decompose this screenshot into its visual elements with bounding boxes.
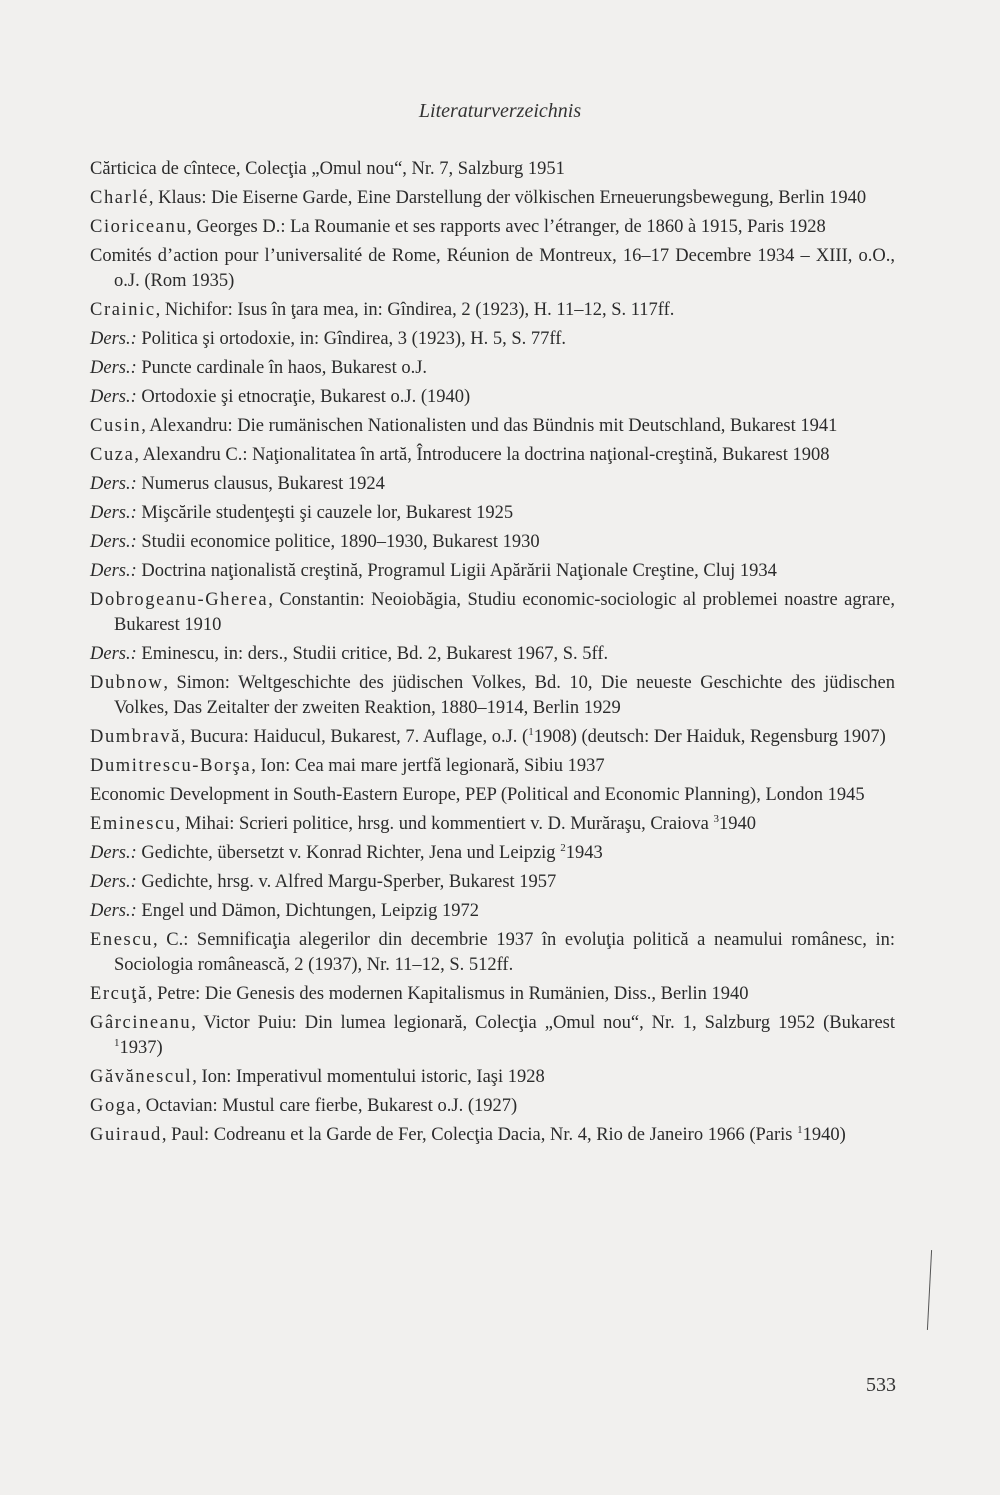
bibliography-entry xyxy=(90,530,895,555)
entry-text: Politica şi ortodoxie, in: Gîndirea, 3 (1923), H. 5, S. 77ff. xyxy=(136,329,566,349)
entry-author: Cusin xyxy=(90,416,142,436)
entry-text: , Octavian: Mustul care fierbe, Bukarest o.J. (1927) xyxy=(136,1096,518,1116)
margin-pencil-mark xyxy=(927,1250,932,1330)
running-header: Literaturverzeichnis xyxy=(418,100,582,122)
entry-text-continued: 1943 xyxy=(565,843,603,863)
bibliography-entry xyxy=(90,157,895,182)
entry-author: Găvănescul xyxy=(90,1067,193,1087)
bibliography-entry xyxy=(90,928,895,978)
bibliography-list xyxy=(90,157,895,1152)
entry-text: Ortodoxie şi etnocraţie, Bukarest o.J. (1940) xyxy=(136,387,471,407)
edition-superscript: 2 xyxy=(560,841,566,854)
entry-text: Numerus clausus, Bukarest 1924 xyxy=(136,474,385,494)
edition-superscript: 1 xyxy=(797,1123,803,1136)
bibliography-entry xyxy=(90,642,895,667)
bibliography-entry xyxy=(90,559,895,584)
entry-author: Dumitrescu-Borşa xyxy=(90,756,252,776)
entry-text: Gedichte, übersetzt v. Konrad Richter, Jena und Leipzig xyxy=(136,843,561,863)
bibliography-entry xyxy=(90,899,895,924)
entry-text: , Ion: Imperativul momentului istoric, Iaşi 1928 xyxy=(192,1067,545,1087)
entry-text: Doctrina naţionalistă creştină, Programul Ligii Apărării Naţionale Creştine, Cluj 1934 xyxy=(136,561,777,581)
entry-text: , Nichifor: Isus în ţara mea, in: Gîndirea, 2 (1923), H. 11–12, S. 117ff. xyxy=(155,300,675,320)
entry-text: , Mihai: Scrieri politice, hrsg. und kommentiert v. D. Murăraşu, Craiova xyxy=(175,814,714,834)
entry-text: , Ion: Cea mai mare jertfă legionară, Sibiu 1937 xyxy=(251,756,605,776)
bibliography-entry xyxy=(90,870,895,895)
entry-text-continued: 1937) xyxy=(119,1038,163,1058)
entry-text: , Victor Puiu: Din lumea legionară, Colecţia „Omul nou“, Nr. 1, Salzburg 1952 (Bukarest xyxy=(191,1013,895,1033)
entry-text: , Constantin: Neoiobăgia, Studiu economic-sociologic al problemei noastre agrare, Bukarest 1910 xyxy=(114,590,895,635)
entry-author: Enescu xyxy=(90,930,154,950)
entry-text: Gedichte, hrsg. v. Alfred Margu-Sperber, Bukarest 1957 xyxy=(136,872,557,892)
bibliography-entry xyxy=(90,1011,895,1061)
bibliography-entry xyxy=(90,186,895,211)
entry-text: Mişcările studenţeşti şi cauzele lor, Bukarest 1925 xyxy=(136,503,514,523)
bibliography-entry xyxy=(90,385,895,410)
entry-text-continued: 1908) (deutsch: Der Haiduk, Regensburg 1907) xyxy=(533,727,886,747)
ders-abbreviation: Ders.: xyxy=(90,387,137,407)
entry-author: Charlé xyxy=(90,188,149,208)
page-number: 533 xyxy=(866,1374,896,1396)
ders-abbreviation: Ders.: xyxy=(90,901,137,921)
entry-text: , C.: Semnificaţia alegerilor din decembrie 1937 în evoluţia politică a neamului românesc, in: Sociologia românească, 2 (1937), Nr. 11–12, S. 512ff. xyxy=(114,930,895,975)
ders-abbreviation: Ders.: xyxy=(90,329,137,349)
entry-text-continued: 1940) xyxy=(802,1125,846,1145)
bibliography-entry xyxy=(90,783,895,808)
entry-text: , Alexandru C.: Naţionalitatea în artă, Întroducere la doctrina naţional-creştină, Bukarest 1908 xyxy=(134,445,830,465)
bibliography-entry xyxy=(90,298,895,323)
edition-superscript: 1 xyxy=(528,725,534,738)
bibliography-entry xyxy=(90,1123,895,1148)
ders-abbreviation: Ders.: xyxy=(90,503,137,523)
bibliography-entry xyxy=(90,725,895,750)
entry-text: Comités d’action pour l’universalité de Rome, Réunion de Montreux, 16–17 Decembre 1934 – XIII, o.O., o.J. (Rom 1935) xyxy=(90,246,895,291)
entry-text: Studii economice politice, 1890–1930, Bukarest 1930 xyxy=(136,532,540,552)
ders-abbreviation: Ders.: xyxy=(90,561,137,581)
bibliography-entry xyxy=(90,812,895,837)
entry-text: , Paul: Codreanu et la Garde de Fer, Colecţia Dacia, Nr. 4, Rio de Janeiro 1966 (Paris xyxy=(161,1125,798,1145)
ders-abbreviation: Ders.: xyxy=(90,358,137,378)
edition-superscript: 1 xyxy=(114,1036,120,1049)
entry-text: , Alexandru: Die rumänischen Nationalisten und das Bündnis mit Deutschland, Bukarest 1941 xyxy=(141,416,838,436)
entry-text: Eminescu, in: ders., Studii critice, Bd. 2, Bukarest 1967, S. 5ff. xyxy=(136,644,609,664)
entry-author: Cuza xyxy=(90,445,135,465)
bibliography-entry xyxy=(90,501,895,526)
bibliography-entry xyxy=(90,215,895,240)
bibliography-entry xyxy=(90,671,895,721)
entry-author: Cioriceanu xyxy=(90,217,188,237)
entry-author: Dubnow xyxy=(90,673,164,693)
entry-text: Economic Development in South-Eastern Europe, PEP (Political and Economic Planning), London 1945 xyxy=(90,785,865,805)
entry-text: , Bucura: Haiducul, Bukarest, 7. Auflage, o.J. ( xyxy=(180,727,529,747)
entry-text: , Georges D.: La Roumanie et ses rapports avec l’étranger, de 1860 à 1915, Paris 1928 xyxy=(187,217,826,237)
bibliography-entry xyxy=(90,244,895,294)
entry-author: Guiraud xyxy=(90,1125,162,1145)
bibliography-entry xyxy=(90,982,895,1007)
entry-text: , Klaus: Die Eiserne Garde, Eine Darstellung der völkischen Erneuerungsbewegung, Berlin 1940 xyxy=(148,188,867,208)
ders-abbreviation: Ders.: xyxy=(90,532,137,552)
ders-abbreviation: Ders.: xyxy=(90,843,137,863)
entry-text: , Petre: Die Genesis des modernen Kapitalismus in Rumänien, Diss., Berlin 1940 xyxy=(147,984,749,1004)
entry-text-continued: 1940 xyxy=(719,814,757,834)
bibliography-entry xyxy=(90,1094,895,1119)
ders-abbreviation: Ders.: xyxy=(90,644,137,664)
entry-text: Engel und Dämon, Dichtungen, Leipzig 1972 xyxy=(136,901,479,921)
entry-author: Dobrogeanu-Gherea xyxy=(90,590,269,610)
ders-abbreviation: Ders.: xyxy=(90,474,137,494)
ders-abbreviation: Ders.: xyxy=(90,872,137,892)
entry-text: Puncte cardinale în haos, Bukarest o.J. xyxy=(136,358,428,378)
bibliography-entry xyxy=(90,841,895,866)
bibliography-entry xyxy=(90,1065,895,1090)
bibliography-entry xyxy=(90,443,895,468)
entry-author: Gârcineanu xyxy=(90,1013,192,1033)
bibliography-entry xyxy=(90,754,895,779)
bibliography-entry xyxy=(90,472,895,497)
entry-text: Cărticica de cîntece, Colecţia „Omul nou“, Nr. 7, Salzburg 1951 xyxy=(90,159,565,179)
edition-superscript: 3 xyxy=(713,812,720,825)
entry-author: Ercuţă xyxy=(90,984,148,1004)
bibliography-entry xyxy=(90,356,895,381)
entry-author: Eminescu xyxy=(90,814,176,834)
entry-text: , Simon: Weltgeschichte des jüdischen Volkes, Bd. 10, Die neueste Geschichte des jüdischen Volkes, Das Zeitalter der zweiten Reaktion, 1880–1914, Berlin 1929 xyxy=(114,673,895,718)
entry-author: Goga xyxy=(90,1096,137,1116)
entry-author: Crainic xyxy=(90,300,156,320)
bibliography-entry xyxy=(90,414,895,439)
bibliography-entry xyxy=(90,327,895,352)
bibliography-entry xyxy=(90,588,895,638)
entry-author: Dumbravă xyxy=(90,727,181,747)
